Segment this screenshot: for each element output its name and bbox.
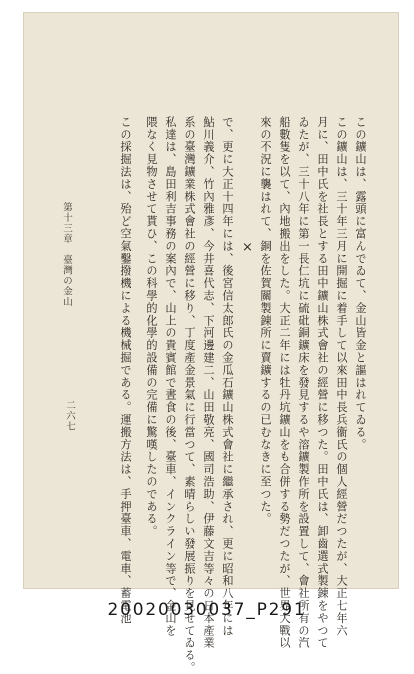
image-id-caption: 20020030037_P291 (107, 600, 307, 620)
text-column-7: で、更に大正十四年には、後宮信太郎氏の金瓜石鑛山株式會社に繼承され、更に昭和八年には (221, 116, 234, 637)
running-head: 第十三章 臺灣の金山 (61, 202, 72, 307)
text-column-8: 鮎川義介、竹內雅彥、今井喜代志、下河邊建二、山田敬亮、國司浩助、伊藤文吉等々の日本產業 (202, 116, 215, 650)
page-number: 二六七 (64, 400, 75, 432)
text-column-12: この採掘法は、殆ど空氣鑿撥機による機械掘である。運搬方法は、手押臺車、電車、蓄電池 (119, 116, 132, 625)
text-column-3: 月に、田中氏を社長とする田中鑛山株式會社の經營に移つた。田中氏は、卸齒選式製錬をやつて (316, 116, 329, 650)
section-break-asterisk: × (240, 240, 255, 257)
text-column-11: 隈なく見物させて貰ひ、この科學的化學的設備の完備に驚嘆したのである。 (145, 116, 158, 538)
text-column-2: この鑛山は、三十年三月に開掘に着手して以來田中長兵衞氏の個人經營だつたが、大正七年六 (335, 116, 348, 637)
text-column-10: 私達は、島田利吉事務の案內で、山上の貴賓館で晝食の後、臺車、インクライン等で、金山を (164, 116, 177, 637)
text-column-5: 船數隻を以て、內地搬出をした。大正二年には牡丹坑鑛山をも合併する勢だつたが、世界大戰以 (278, 116, 291, 650)
text-column-9: 系の臺灣鑛業株式會社の經營に移り、丁度產金景氣に行當つて、素晴らしい發展振りを見せてゐる。 (183, 116, 196, 674)
text-column-6: 來の不況に襲はれて、銅を佐賀關製錬所に賣鑛するの已むなきに至つた。 (259, 116, 272, 526)
text-column-4: ゐたが、三十八年に第一長仁坑に硫砒銅鑛床を發見するや溶鑛製作所を設置して、會社所有の汽 (297, 116, 310, 650)
text-column-1: この鑛山は、露頭に富んでゐて、金山皆金と謳はれてゐる。 (354, 116, 367, 451)
